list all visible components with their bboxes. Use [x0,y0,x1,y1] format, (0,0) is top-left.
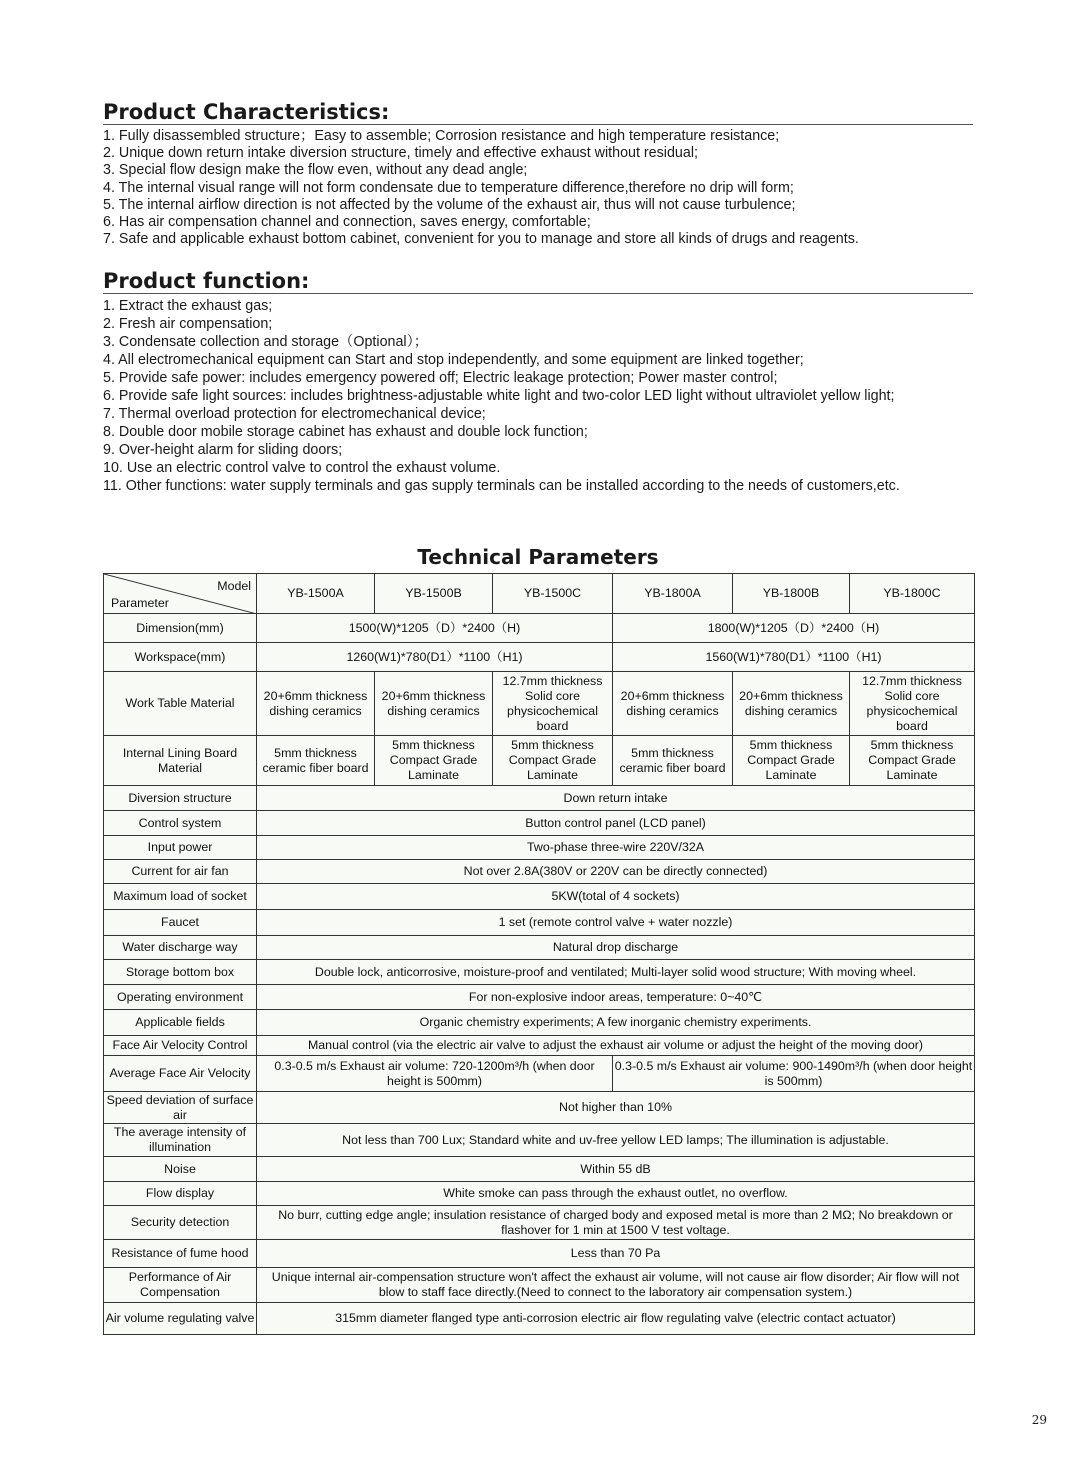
function-item: 7. Thermal overload protection for electromechanical device; [103,406,486,422]
row-value: White smoke can pass through the exhaust outlet, no overflow. [257,1182,975,1206]
table-row [104,1056,975,1092]
row-label: Noise [104,1157,257,1182]
row-value: 20+6mm thickness dishing ceramics [257,672,375,736]
table-row [104,736,975,786]
row-label: Work Table Material [104,672,257,736]
function-item: 2. Fresh air compensation; [103,316,273,332]
table-row [104,960,975,985]
row-value: No burr, cutting edge angle; insulation resistance of charged body and exposed metal is more than 2 MΩ; No breakdown or flashover for 1 min at 1500 V test voltage. [257,1206,975,1240]
row-label: Input power [104,836,257,860]
row-value: 5mm thickness Compact Grade Laminate [493,736,613,786]
row-label: Performance of Air Compensation [104,1268,257,1303]
table-row [104,614,975,643]
row-label: Maximum load of socket [104,884,257,910]
characteristics-title: Product Characteristics: [103,100,973,125]
row-value: 12.7mm thickness Solid core physicochemical board [850,672,975,736]
table-row [104,1124,975,1157]
table-row [104,1010,975,1036]
function-item: 10. Use an electric control valve to control the exhaust volume. [103,460,501,476]
row-label: Internal Lining Board Material [104,736,257,786]
table-row [104,672,975,736]
row-value: 1560(W1)*780(D1）*1100（H1) [613,643,975,672]
row-value: 20+6mm thickness dishing ceramics [613,672,733,736]
characteristics-list [103,128,973,248]
row-label: Workspace(mm) [104,643,257,672]
row-value: Organic chemistry experiments; A few inorganic chemistry experiments. [257,1010,975,1036]
row-label: Control system [104,811,257,836]
characteristics-item: 3. Special flow design make the flow even, without any dead angle; [103,162,528,179]
row-value: 1 set (remote control valve + water nozzle) [257,910,975,936]
table-row [104,1268,975,1303]
row-value: Within 55 dB [257,1157,975,1182]
row-value: Not less than 700 Lux; Standard white and uv-free yellow LED lamps; The illumination is adjustable. [257,1124,975,1157]
model-header: YB-1800C [850,574,975,614]
row-value: Not over 2.8A(380V or 220V can be directly connected) [257,860,975,884]
row-label: Applicable fields [104,1010,257,1036]
row-label: Dimension(mm) [104,614,257,643]
row-value: 5KW(total of 4 sockets) [257,884,975,910]
table-row [104,985,975,1010]
table-row [104,1303,975,1335]
row-value: 20+6mm thickness dishing ceramics [375,672,493,736]
row-label: Resistance of fume hood [104,1240,257,1268]
function-item: 4. All electromechanical equipment can Start and stop independently, and some equipment are linked together; [103,352,804,368]
row-value: Manual control (via the electric air valve to adjust the exhaust air volume or adjust the height of the moving door) [257,1036,975,1056]
row-label: Face Air Velocity Control [104,1036,257,1056]
table-row [104,1240,975,1268]
table-row [104,1036,975,1056]
row-value: 5mm thickness Compact Grade Laminate [850,736,975,786]
row-label: Operating environment [104,985,257,1010]
row-label: Air volume regulating valve [104,1303,257,1335]
row-label: Flow display [104,1182,257,1206]
row-label: Faucet [104,910,257,936]
row-label: Current for air fan [104,860,257,884]
row-value: For non-explosive indoor areas, temperature: 0~40℃ [257,985,975,1010]
row-value: 12.7mm thickness Solid core physicochemical board [493,672,613,736]
row-value: 5mm thickness ceramic fiber board [257,736,375,786]
table-row [104,884,975,910]
characteristics-item: 4. The internal visual range will not form condensate due to temperature difference,therefore no drip will form; [103,179,794,196]
header-parameter-label: Parameter [111,596,169,610]
model-header: YB-1500B [375,574,493,614]
table-row [104,1092,975,1124]
row-label: Water discharge way [104,936,257,960]
row-value: 1260(W1)*780(D1）*1100（H1) [257,643,613,672]
row-value: Two-phase three-wire 220V/32A [257,836,975,860]
table-header-row [104,574,975,614]
model-header: YB-1800B [733,574,850,614]
row-value: Not higher than 10% [257,1092,975,1124]
technical-parameters-table [103,573,975,1335]
header-corner-cell [104,574,257,614]
row-value: Down return intake [257,786,975,811]
row-label: Average Face Air Velocity [104,1056,257,1092]
table-row [104,1206,975,1240]
model-header: YB-1800A [613,574,733,614]
functions-list [103,297,973,495]
row-value: 1500(W)*1205（D）*2400（H) [257,614,613,643]
row-label: Storage bottom box [104,960,257,985]
function-item: 11. Other functions: water supply terminals and gas supply terminals can be installed according to the needs of customers,etc. [103,478,900,494]
row-value: 315mm diameter flanged type anti-corrosion electric air flow regulating valve (electric contact actuator) [257,1303,975,1335]
characteristics-item: 5. The internal airflow direction is not affected by the volume of the exhaust air, thus will not cause turbulence; [103,196,796,213]
row-value: Unique internal air-compensation structure won't affect the exhaust air volume, will not cause air flow disorder; Air flow will not blow to staff face directly.(Need to connect to the laboratory air compensation system.) [257,1268,975,1303]
table-row [104,786,975,811]
table-row [104,836,975,860]
function-item: 6. Provide safe light sources: includes brightness-adjustable white light and two-color LED light without ultraviolet yellow light; [103,388,895,404]
row-value: 1800(W)*1205（D）*2400（H) [613,614,975,643]
table-row [104,936,975,960]
row-value: 5mm thickness ceramic fiber board [613,736,733,786]
model-header: YB-1500C [493,574,613,614]
table-row [104,811,975,836]
function-item: 9. Over-height alarm for sliding doors; [103,442,343,458]
row-value: 5mm thickness Compact Grade Laminate [375,736,493,786]
header-model-label: Model [217,579,251,593]
row-value: Double lock, anticorrosive, moisture-proof and ventilated; Multi-layer solid wood structure; With moving wheel. [257,960,975,985]
row-value: 20+6mm thickness dishing ceramics [733,672,850,736]
table-row [104,1182,975,1206]
row-value: 0.3-0.5 m/s Exhaust air volume: 720-1200m³/h (when door height is 500mm) [257,1056,613,1092]
functions-title: Product function: [103,269,973,294]
table-row [104,910,975,936]
function-item: 8. Double door mobile storage cabinet has exhaust and double lock function; [103,424,588,440]
table-row [104,860,975,884]
row-value: Natural drop discharge [257,936,975,960]
page-number: 29 [1031,1413,1047,1427]
characteristics-item: 6. Has air compensation channel and connection, saves energy, comfortable; [103,214,591,231]
row-value: Less than 70 Pa [257,1240,975,1268]
function-item: 5. Provide safe power: includes emergency powered off; Electric leakage protection; Power master control; [103,370,778,386]
table-row [104,1157,975,1182]
table-row [104,643,975,672]
characteristics-item: 7. Safe and applicable exhaust bottom cabinet, convenient for you to manage and store all kinds of drugs and reagents. [103,231,859,248]
row-value: 0.3-0.5 m/s Exhaust air volume: 900-1490m³/h (when door height is 500mm) [613,1056,975,1092]
characteristics-item: 2. Unique down return intake diversion structure, timely and effective exhaust without residual; [103,145,698,162]
characteristics-item: 1. Fully disassembled structure；Easy to assemble; Corrosion resistance and high temperature resistance; [103,128,780,144]
row-label: Speed deviation of surface air [104,1092,257,1124]
row-label: Security detection [104,1206,257,1240]
table-title: Technical Parameters [417,545,659,569]
row-value: Button control panel (LCD panel) [257,811,975,836]
row-label: Diversion structure [104,786,257,811]
row-label: The average intensity of illumination [104,1124,257,1157]
model-header: YB-1500A [257,574,375,614]
function-item: 1. Extract the exhaust gas; [103,298,273,314]
function-item: 3. Condensate collection and storage（Optional）； [103,334,429,350]
row-value: 5mm thickness Compact Grade Laminate [733,736,850,786]
